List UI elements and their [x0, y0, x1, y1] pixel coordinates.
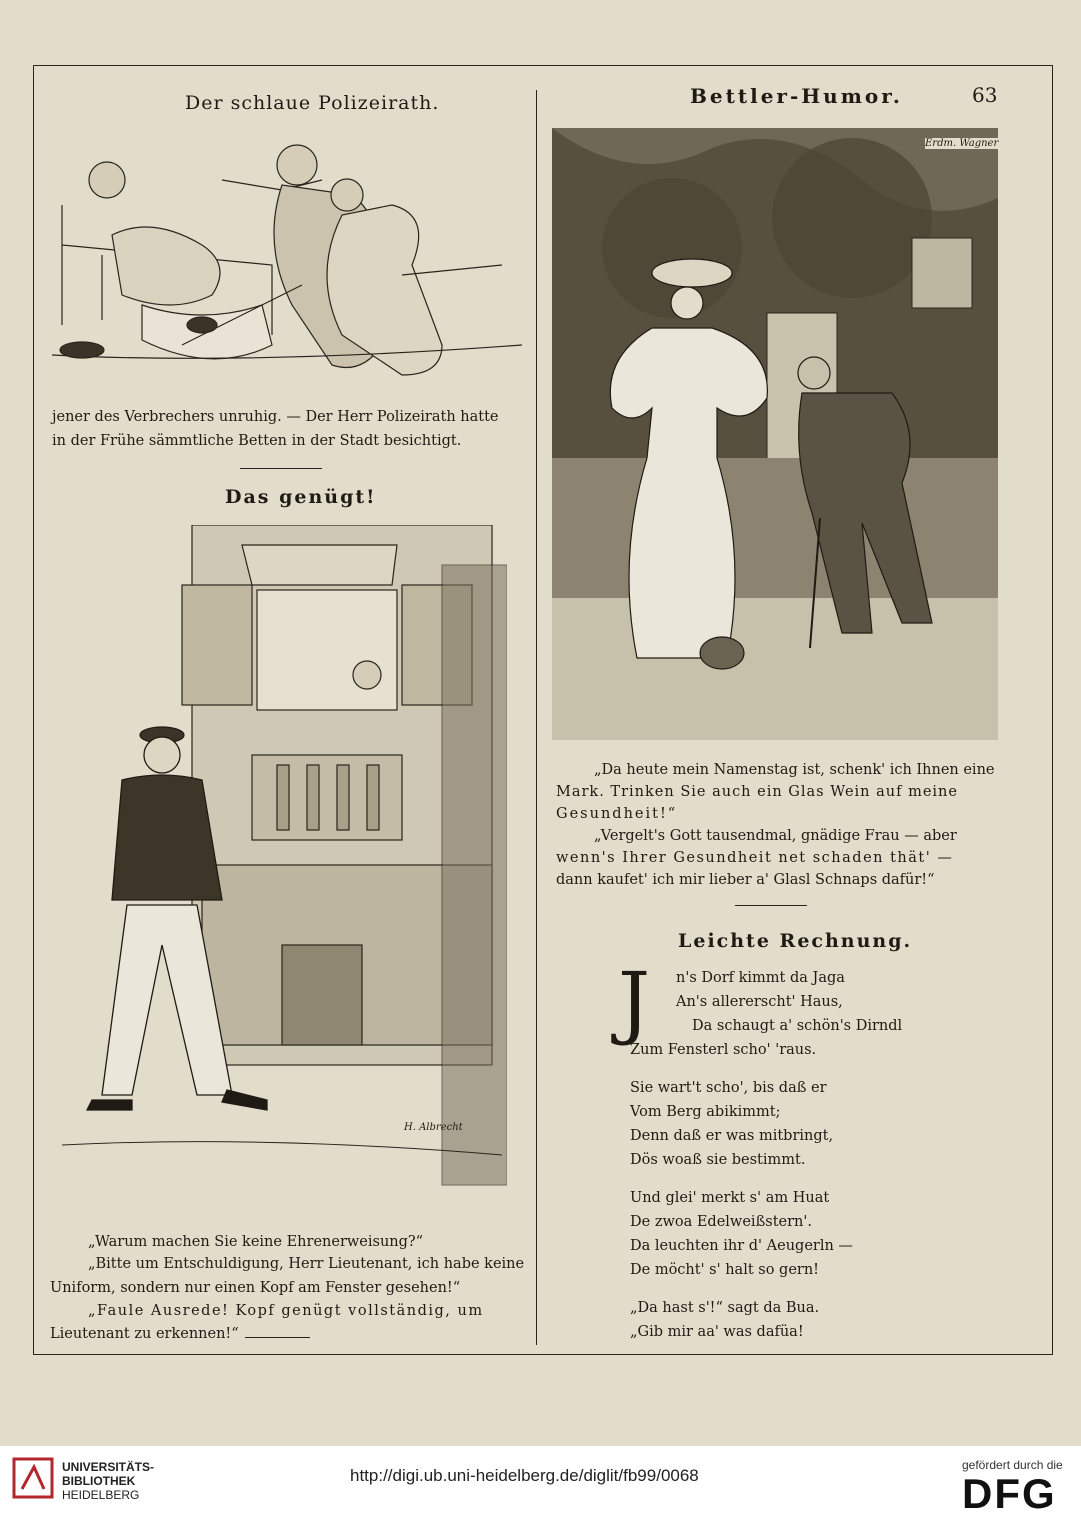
- drop-cap: J: [618, 955, 651, 1048]
- poem-line: Sie wart't scho', bis daß er: [630, 1080, 827, 1096]
- story-title-polizeirath: Der schlaue Polizeirath.: [185, 92, 440, 114]
- caption-line: „Bitte um Entschuldigung, Herr Lieutenant, ich habe keine: [88, 1256, 525, 1272]
- caption-line: in der Frühe sämmtliche Betten in der Stadt besichtigt.: [52, 433, 462, 449]
- separator-rule: [735, 905, 807, 906]
- caption-line: „Warum machen Sie keine Ehrenerweisung?“: [88, 1234, 424, 1250]
- poem-line: An's allererscht' Haus,: [676, 994, 843, 1010]
- caption-line: wenn's Ihrer Gesundheit net schaden thät' —: [556, 850, 954, 866]
- poem-line: Dös woaß sie bestimmt.: [630, 1152, 806, 1168]
- permalink-url[interactable]: http://digi.ub.uni-heidelberg.de/diglit/fb99/0068: [350, 1466, 699, 1485]
- poem-line: De möcht' s' halt so gern!: [630, 1262, 820, 1278]
- illustration-polizeirath: [42, 135, 530, 395]
- illustration-das-genuegt: [52, 525, 507, 1215]
- poem-line: Da schaugt a' schön's Dirndl: [692, 1018, 903, 1034]
- poem-line: Vom Berg abikimmt;: [630, 1104, 781, 1120]
- separator-rule: [240, 468, 322, 469]
- caption-line: jener des Verbrechers unruhig. — Der Herr Polizeirath hatte: [52, 409, 499, 425]
- poem-title: Leichte Rechnung.: [678, 930, 913, 952]
- caption-line: dann kaufet' ich mir lieber a' Glasl Schnaps dafür!“: [556, 872, 935, 888]
- poem-line: Da leuchten ihr d' Aeugerln —: [630, 1238, 853, 1254]
- page-number: 63: [972, 83, 998, 107]
- illustration-bettler-humor: [552, 128, 998, 740]
- library-name: HEIDELBERG: [62, 1488, 140, 1502]
- story-title-das-genuegt: Das genügt!: [225, 486, 377, 508]
- caption-line: Mark. Trinken Sie auch ein Glas Wein auf meine: [556, 784, 958, 800]
- funding-label: gefördert durch die: [962, 1458, 1063, 1472]
- separator-rule: [245, 1337, 310, 1338]
- poem-line: Und glei' merkt s' am Huat: [630, 1190, 830, 1206]
- poem-line: „Da hast s'!“ sagt da Bua.: [630, 1300, 820, 1316]
- university-library-logo-icon[interactable]: [12, 1457, 54, 1503]
- column-divider: [536, 90, 537, 1345]
- caption-line: Uniform, sondern nur einen Kopf am Fenster gesehen!“: [50, 1280, 461, 1296]
- poem-line: Zum Fensterl scho' 'raus.: [630, 1042, 817, 1058]
- poem-line: De zwoa Edelweißstern'.: [630, 1214, 812, 1230]
- poem-line: n's Dorf kimmt da Jaga: [676, 970, 845, 986]
- library-name: UNIVERSITÄTS-: [62, 1460, 155, 1474]
- dfg-logo[interactable]: DFG: [962, 1470, 1057, 1517]
- caption-line: „Vergelt's Gott tausendmal, gnädige Frau — aber: [594, 828, 957, 844]
- poem-line: Denn daß er was mitbringt,: [630, 1128, 834, 1144]
- story-title-bettler-humor: Bettler-Humor.: [690, 84, 903, 108]
- caption-line: Lieutenant zu erkennen!“: [50, 1326, 239, 1342]
- caption-line: Gesundheit!“: [556, 806, 678, 822]
- library-name: BIBLIOTHEK: [62, 1474, 136, 1488]
- illustration-signature: Erdm. Wagner: [925, 138, 999, 149]
- illustration-signature: H. Albrecht: [404, 1122, 463, 1133]
- caption-line: „Da heute mein Namenstag ist, schenk' ich Ihnen eine: [594, 762, 995, 778]
- poem-line: „Gib mir aa' was dafüa!: [630, 1324, 804, 1340]
- caption-line: „Faule Ausrede! Kopf genügt vollständig, um: [88, 1303, 484, 1319]
